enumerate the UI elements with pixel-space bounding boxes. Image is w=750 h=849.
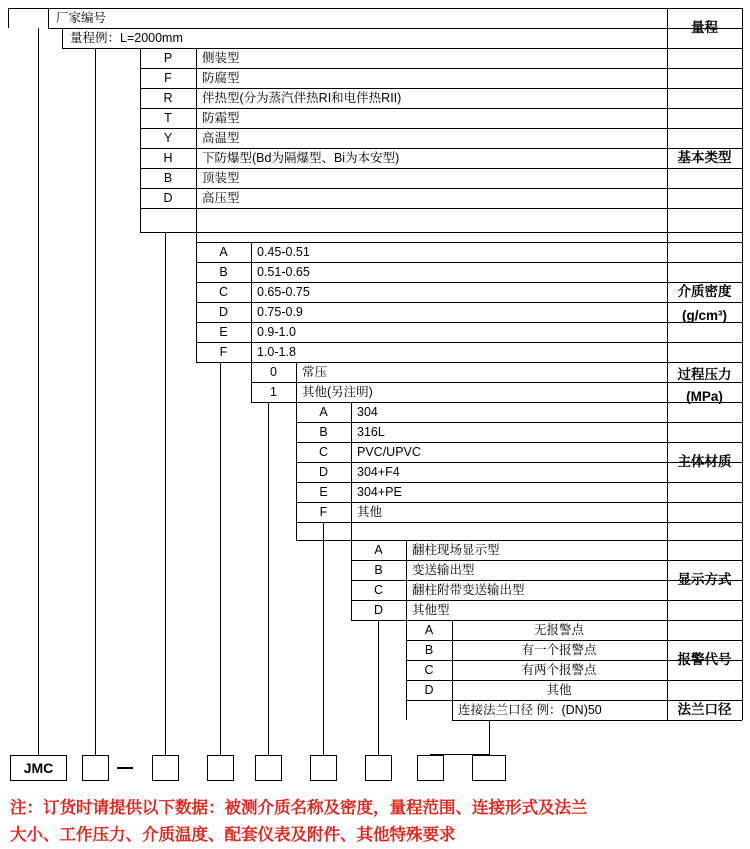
pressure-code: 1: [270, 385, 277, 399]
basic-type-code: R: [163, 91, 173, 105]
pressure-desc: 其他(另注明): [302, 385, 373, 399]
rule: [8, 8, 9, 28]
basic-type-code: Y: [163, 131, 173, 145]
material-code: C: [318, 445, 329, 459]
material-desc: 316L: [357, 425, 385, 439]
alarm-code: B: [424, 643, 434, 657]
basic-type-desc: 防腐型: [202, 71, 240, 85]
model-box-display[interactable]: [365, 755, 392, 781]
alarm-desc: 其他: [546, 683, 572, 697]
group-display-mode: 显示方式: [677, 572, 732, 587]
rule: [140, 208, 742, 209]
group-process-pressure-unit: (MPa): [686, 389, 723, 404]
display-desc: 其他型: [412, 603, 450, 617]
alarm-desc: 有一个报警点: [521, 643, 597, 657]
basic-type-code: T: [164, 111, 172, 125]
density-desc: 0.51-0.65: [257, 265, 310, 279]
material-desc: 304: [357, 405, 378, 419]
basic-type-desc: 高温型: [202, 131, 240, 145]
model-box-pressure[interactable]: [255, 755, 282, 781]
density-code: F: [219, 345, 228, 359]
density-code: E: [219, 325, 228, 339]
basic-type-desc: 防霜型: [202, 111, 240, 125]
model-box-density[interactable]: [207, 755, 234, 781]
order-note-line-1: 注：订货时请提供以下数据：被测介质名称及密度，量程范围、连接形式及法兰: [10, 799, 588, 817]
group-medium-density-unit: (g/cm³): [682, 308, 727, 323]
group-body-material: 主体材质: [677, 454, 732, 469]
alarm-code: A: [424, 623, 434, 637]
rule: [296, 522, 742, 523]
flange-desc: 连接法兰口径 例：(DN)50: [458, 703, 602, 717]
group-range: 量程: [691, 20, 718, 35]
group-alarm-code: 报警代号: [677, 652, 732, 667]
material-desc: 304+F4: [357, 465, 400, 479]
basic-type-desc: 高压型: [202, 191, 240, 205]
range-example-label: 量程例：L=2000mm: [70, 31, 183, 45]
rule-right: [742, 8, 743, 720]
density-desc: 0.75-0.9: [257, 305, 303, 319]
manufacturer-code-label: 厂家编号: [56, 11, 107, 25]
leader-line: [268, 402, 269, 755]
rule: [452, 720, 742, 721]
basic-type-desc: 伴热型(分为蒸汽伴热RI和电伴热RII): [202, 91, 402, 105]
material-code: D: [318, 465, 329, 479]
density-desc: 0.65-0.75: [257, 285, 310, 299]
alarm-code: D: [424, 683, 434, 697]
alarm-code: C: [424, 663, 434, 677]
alarm-desc: 无报警点: [533, 623, 584, 637]
material-desc: PVC/UPVC: [357, 445, 421, 459]
display-code: D: [373, 603, 384, 617]
basic-type-code: F: [164, 71, 172, 85]
leader-line: [220, 362, 221, 755]
basic-type-code: D: [163, 191, 173, 205]
density-desc: 0.9-1.0: [257, 325, 296, 339]
model-box-material[interactable]: [310, 755, 337, 781]
material-code: B: [319, 425, 328, 439]
pressure-code: 0: [270, 365, 277, 379]
group-flange-size: 法兰口径: [677, 702, 732, 717]
basic-type-desc: 顶装型: [202, 171, 240, 185]
rule: [48, 8, 49, 28]
pressure-desc: 常压: [302, 365, 328, 379]
basic-type-code: H: [163, 151, 173, 165]
group-process-pressure: 过程压力: [677, 367, 732, 382]
material-code: A: [319, 405, 328, 419]
group-basic-type: 基本类型: [677, 150, 732, 165]
basic-type-desc: 侧装型: [202, 51, 240, 65]
material-code: F: [319, 505, 328, 519]
rule: [140, 232, 742, 233]
density-desc: 1.0-1.8: [257, 345, 296, 359]
display-code: C: [373, 583, 384, 597]
basic-type-desc: 下防爆型(Bd为隔爆型、Bi为本安型): [202, 151, 400, 165]
material-code: E: [319, 485, 328, 499]
density-code: A: [219, 245, 228, 259]
density-desc: 0.45-0.51: [257, 245, 310, 259]
material-desc: 其他: [357, 505, 383, 519]
density-code: D: [218, 305, 229, 319]
basic-type-code: P: [163, 51, 173, 65]
group-medium-density: 介质密度: [677, 284, 732, 299]
leader-line: [489, 720, 490, 755]
density-code: C: [218, 285, 229, 299]
group-column-divider: [667, 8, 668, 720]
leader-line: [95, 48, 96, 755]
leader-line: [165, 232, 166, 755]
display-code: A: [374, 543, 383, 557]
model-box-range[interactable]: [82, 755, 109, 781]
display-desc: 翻柱现场显示型: [412, 543, 500, 557]
model-dash: [117, 767, 133, 769]
model-box-flange[interactable]: [472, 755, 506, 781]
alarm-desc: 有两个报警点: [521, 663, 597, 677]
leader-line: [323, 522, 324, 755]
display-desc: 变送输出型: [412, 563, 475, 577]
model-box-basic-type[interactable]: [152, 755, 179, 781]
model-box-jmc[interactable]: JMC: [10, 755, 67, 781]
leader-line: [38, 28, 39, 755]
material-desc: 304+PE: [357, 485, 402, 499]
order-note-line-2: 大小、工作压力、介质温度、配套仪表及附件、其他特殊要求: [10, 826, 456, 844]
density-code: B: [219, 265, 228, 279]
display-desc: 翻柱附带变送输出型: [412, 583, 525, 597]
model-box-alarm[interactable]: [417, 755, 444, 781]
rule: [62, 28, 63, 48]
leader-line: [378, 620, 379, 755]
display-code: B: [374, 563, 383, 577]
basic-type-code: B: [163, 171, 173, 185]
